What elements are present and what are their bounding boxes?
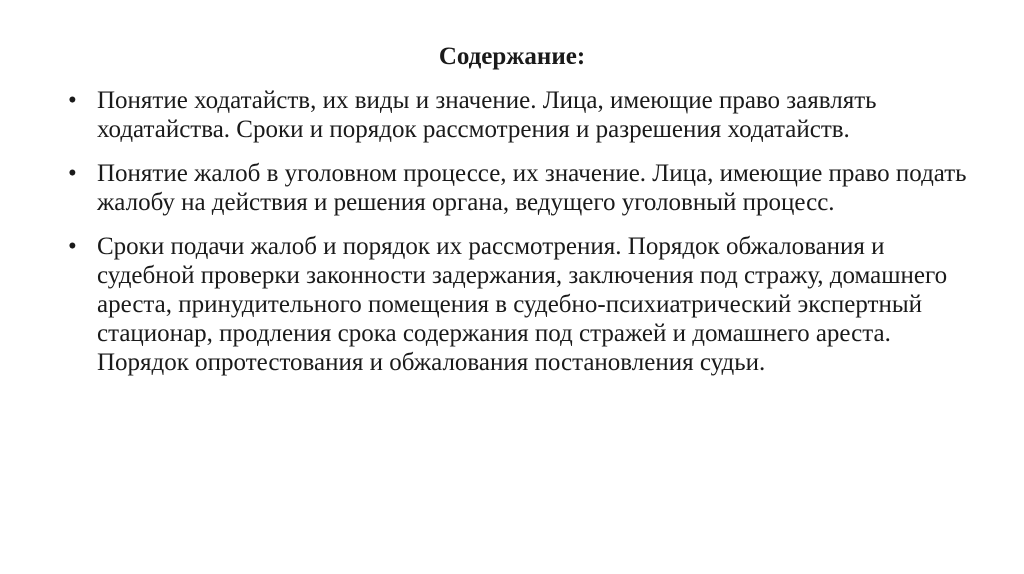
list-item bbox=[68, 159, 968, 217]
contents-list bbox=[68, 86, 968, 392]
bullet-icon: • bbox=[68, 160, 77, 187]
list-item-text: Сроки подачи жалоб и порядок их рассмотрения. Порядок обжалования и судебной проверки законности задержания, заключения под стражу, домашнего ареста, принудительного помещения в судебно-психиатрический экспертный стационар, продления срока содержания под стражей и домашнего ареста. Порядок опротестования и обжалования постановления судьи. bbox=[97, 233, 948, 376]
list-item-text: Понятие жалоб в уголовном процессе, их значение. Лица, имеющие право подать жалобу на действия и решения органа, ведущего уголовный процесс. bbox=[97, 160, 967, 216]
slide-title: Содержание: bbox=[438, 43, 586, 70]
list-item-text: Понятие ходатайств, их виды и значение. Лица, имеющие право заявлять ходатайства. Сроки и порядок рассмотрения и разрешения ходатайств. bbox=[97, 87, 877, 143]
bullet-icon: • bbox=[68, 233, 77, 260]
bullet-icon: • bbox=[68, 87, 77, 114]
list-item bbox=[68, 86, 968, 144]
list-item bbox=[68, 232, 968, 377]
